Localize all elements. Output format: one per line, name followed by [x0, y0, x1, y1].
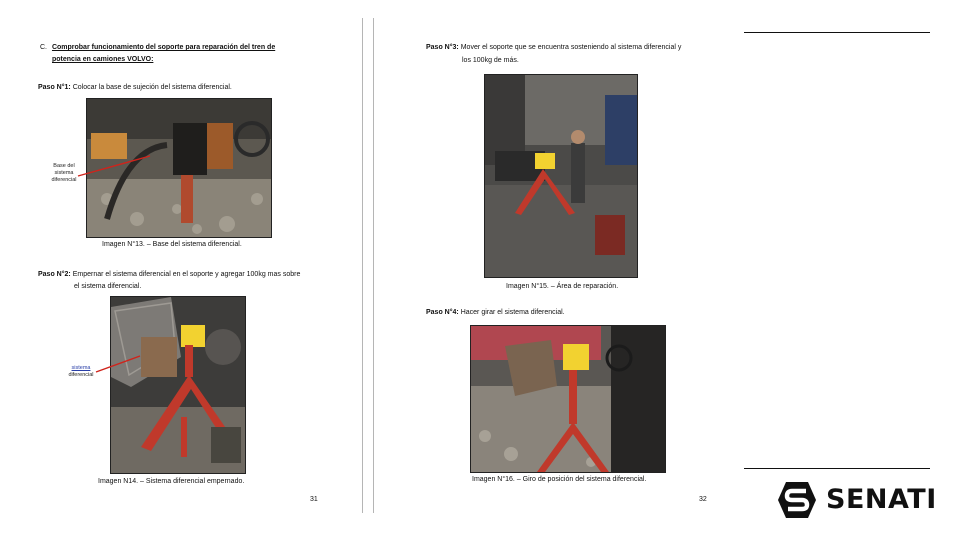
- step-3-text-line-2: los 100kg de más.: [462, 57, 519, 64]
- step-3-text: Mover el soporte que se encuentra sosteniendo al sistema diferencial y: [460, 44, 682, 51]
- figure-13-arrow: [76, 150, 156, 180]
- document-page-right: [374, 0, 736, 540]
- figure-15-photo: [484, 74, 638, 278]
- step-1-text: Colocar la base de sujeción del sistema diferencial.: [72, 84, 232, 91]
- step-4-text: Hacer girar el sistema diferencial.: [460, 309, 565, 316]
- figure-14-caption: Imagen N14. – Sistema diferencial empernado.: [98, 478, 245, 485]
- section-title-line-2: potencia en camiones VOLVO:: [52, 56, 154, 63]
- figure-14-photo: [110, 296, 246, 474]
- figure-13-caption: Imagen N°13. – Base del sistema diferencial.: [102, 241, 242, 248]
- senati-wordmark: SENATI: [826, 484, 937, 515]
- step-2-text: Empernar el sistema diferencial en el soporte y agregar 100kg mas sobre: [72, 271, 301, 278]
- step-1-label: Paso N°1:: [38, 84, 71, 91]
- step-2-text-line-2: el sistema diferencial.: [74, 283, 142, 290]
- step-4: [426, 308, 565, 317]
- figure-15-caption: Imagen N°15. – Área de reparación.: [506, 283, 619, 290]
- section-title-line-1: Comprobar funcionamiento del soporte para reparación del tren de: [51, 44, 276, 51]
- figure-14-arrow: [94, 354, 144, 376]
- page-number-left: 31: [310, 496, 318, 503]
- document-page-left: [0, 0, 362, 540]
- step-3-label: Paso N°3:: [426, 44, 459, 51]
- page-number-right: 32: [699, 496, 707, 503]
- bottom-rule: [744, 468, 930, 469]
- step-4-label: Paso N°4:: [426, 309, 459, 316]
- section-heading: [40, 43, 275, 52]
- page-divider: [362, 18, 363, 513]
- step-3: [426, 43, 681, 52]
- step-1: [38, 83, 232, 92]
- top-rule: [744, 32, 930, 33]
- senati-logo-icon: [776, 480, 818, 520]
- figure-16-caption: Imagen N°16. – Giro de posición del sistema diferencial.: [472, 476, 647, 483]
- section-letter: C.: [40, 44, 47, 51]
- figure-13-annotation: Base del sistema diferencial: [51, 163, 77, 183]
- step-2: [38, 270, 300, 279]
- figure-16-photo: [470, 325, 666, 473]
- figure-14-annotation: sistema diferencial: [68, 365, 94, 378]
- step-2-label: Paso N°2:: [38, 271, 71, 278]
